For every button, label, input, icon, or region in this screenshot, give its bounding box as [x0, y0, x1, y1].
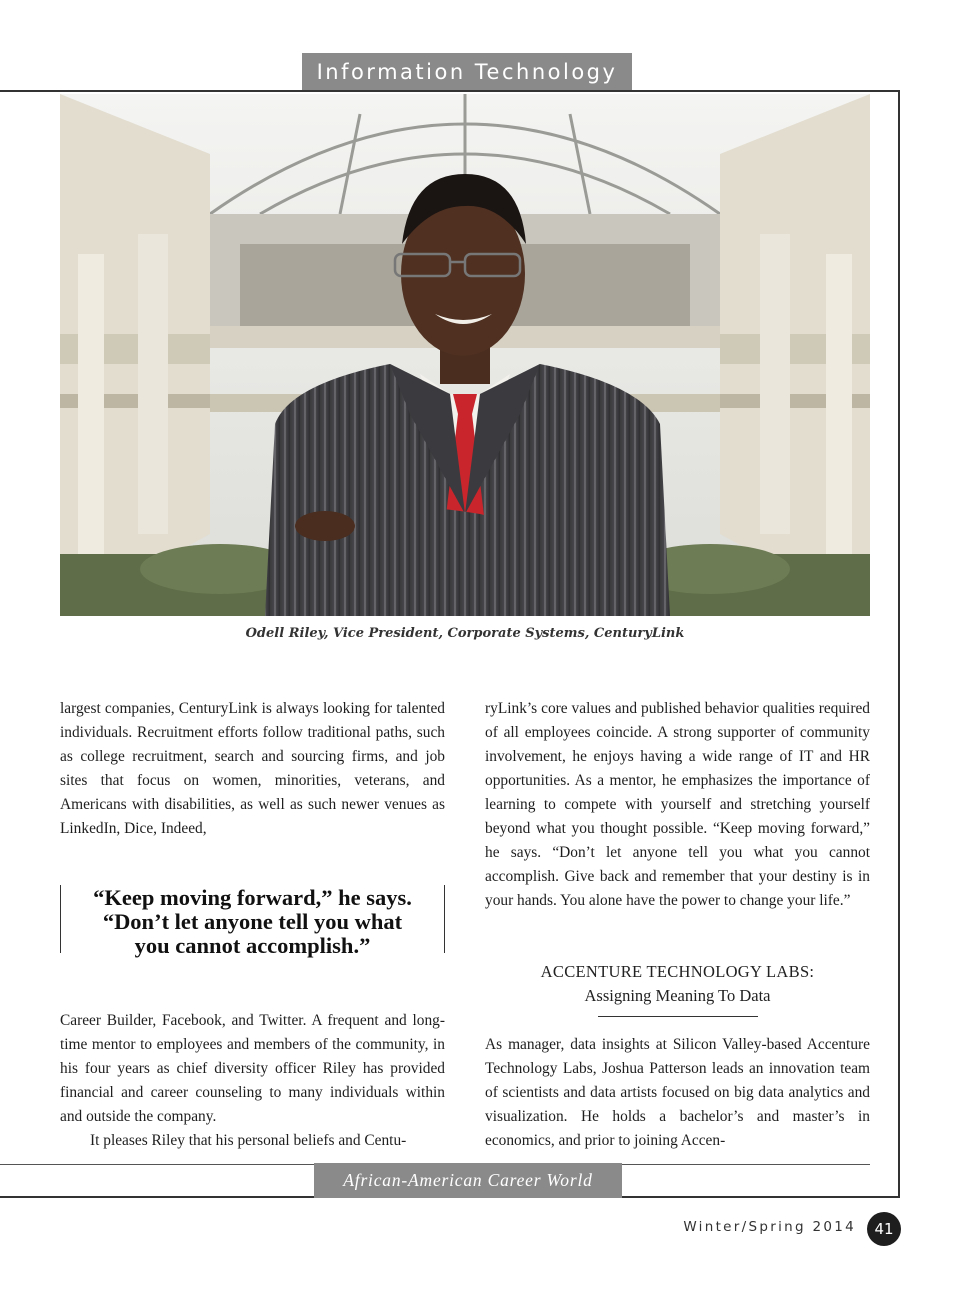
page-number: 41: [867, 1212, 901, 1246]
paragraph: As manager, data insights at Silicon Valley-based Accenture Technology Labs, Joshua Patterson leads an innovation team of scientists and data artists focused on big data analytics and visualization. He holds a bachelor’s and master’s in economics, and prior to joining Accen-: [485, 1036, 870, 1149]
paragraph: ryLink’s core values and published behavior qualities required of all employees coincide. A strong supporter of community involvement, he enjoys having a wide range of IT and HR opportunities. As a mentor, he emphasizes the importance of learning to compete with yourself and stretching yourself beyond what you thought possible. “Keep moving forward,” he says. “Don’t let anyone tell you what you cannot accomplish. Give back and remember that your destiny is in your hands. You alone have the power to change your life.”: [485, 700, 870, 909]
article-column-left-bottom: [60, 1009, 445, 1153]
issue-date: Winter/Spring 2014: [683, 1219, 856, 1235]
subhead-rule: [598, 1016, 758, 1017]
article-column-right-bottom: [485, 1033, 870, 1153]
portrait-photo: [60, 94, 870, 616]
subhead-subtitle: Assigning Meaning To Data: [584, 986, 771, 1005]
pull-quote-line: “Don’t let anyone tell you what: [102, 909, 403, 934]
paragraph: largest companies, CenturyLink is always looking for talented individuals. Recruitment efforts follow traditional paths, such as college recruitment, search and sourcing firms, and job sites that focus on women, minorities, veterans, and Americans with disabilities, as well as such newer venues as LinkedIn, Dice, Indeed,: [60, 700, 445, 837]
section-header: Information Technology: [302, 53, 632, 91]
article-column-right-top: [485, 697, 870, 913]
magazine-name: African-American Career World: [314, 1163, 622, 1198]
section-subhead: [485, 960, 870, 1017]
article-column-left-top: [60, 697, 445, 841]
photo-caption: Odell Riley, Vice President, Corporate Systems, CenturyLink: [245, 626, 685, 641]
pull-quote-line: you cannot accomplish.”: [134, 933, 371, 958]
subhead-title: ACCENTURE TECHNOLOGY LABS:: [540, 962, 815, 981]
paragraph: Career Builder, Facebook, and Twitter. A frequent and long-time mentor to employees and members of the community, in his four years as chief diversity officer Riley has provided financial and career counseling to many individuals within and outside the company.: [60, 1012, 445, 1125]
pull-quote: [60, 885, 445, 958]
paragraph: It pleases Riley that his personal beliefs and Centu-: [90, 1132, 407, 1149]
pull-quote-line: “Keep moving forward,” he says.: [93, 885, 412, 910]
